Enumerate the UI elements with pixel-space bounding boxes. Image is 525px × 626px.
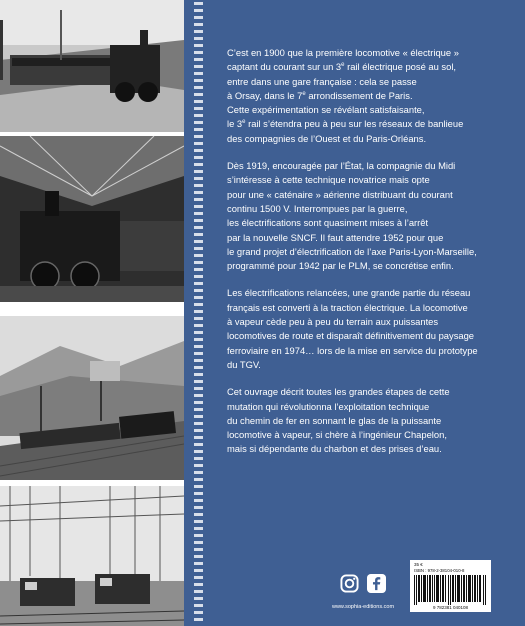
barcode-bars xyxy=(414,575,487,605)
film-strip-decoration xyxy=(184,0,213,626)
text-line: par la nouvelle SNCF. Il faut attendre 1952 pour que xyxy=(227,231,444,243)
text-line: programmé pour 1942 par le PLM, se concrétise enfin. xyxy=(227,260,454,272)
text-line: français est converti à la traction électrique. La locomotive xyxy=(227,301,468,313)
text-line: C’est en 1900 que la première locomotive « électrique » xyxy=(227,47,459,58)
paragraph-4 xyxy=(227,385,497,456)
back-cover-text xyxy=(227,46,497,470)
text-line: captant du courant sur un 3e rail électrique posé au sol, xyxy=(227,61,457,73)
paragraph-2 xyxy=(227,159,497,273)
text-line: Cette expérimentation se révélant satisfaisante, xyxy=(227,104,425,116)
facebook-icon[interactable] xyxy=(367,574,386,593)
text-line: à Orsay, dans le 7e arrondissement de Paris. xyxy=(227,89,413,101)
text-line: locomotives de route et disparaît définitivement du paysage xyxy=(227,330,475,342)
text-line: le 3e rail s’étendra peu à peu sur les réseaux de banlieue xyxy=(227,118,464,130)
text-line: le grand projet d’électrification de l’axe Paris-Lyon-Marseille, xyxy=(227,245,477,257)
text-line: Dès 1919, encouragée par l’État, la compagnie du Midi xyxy=(227,160,456,172)
publisher-website[interactable]: www.sophia-editions.com xyxy=(331,604,395,610)
price-label: 35 € xyxy=(414,562,423,567)
barcode-number: 9 782381 040108 xyxy=(432,605,469,610)
film-holes xyxy=(194,2,203,624)
instagram-icon[interactable] xyxy=(340,574,359,593)
text-line: du chemin de fer en sonnant le glas de la puissante xyxy=(227,414,442,426)
photo-column xyxy=(0,0,184,626)
text-line: mais si dépendante du charbon et des prises d’eau. xyxy=(227,443,442,455)
photo-steam-locomotive-platform xyxy=(0,0,184,132)
text-line: du TGV. xyxy=(227,358,261,370)
barcode-block xyxy=(410,560,491,612)
text-line: s’intéresse à cette technique novatrice mais opte xyxy=(227,174,430,186)
text-line: les électrifications sont quasiment mises à l’arrêt xyxy=(227,217,429,229)
photo-steam-locomotive-station-roof xyxy=(0,136,184,302)
text-line: Cet ouvrage décrit toutes les grandes étapes de cette xyxy=(227,386,450,398)
paragraph-3 xyxy=(227,286,497,372)
text-line: des compagnies de l’Ouest et du Paris-Orléans. xyxy=(227,132,427,144)
photo-electric-train-mountain xyxy=(0,316,184,480)
text-line: locomotive à vapeur, si chère à l’ingénieur Chapelon, xyxy=(227,429,447,441)
text-line: continu 1500 V. Interrompues par la guerre, xyxy=(227,202,408,214)
paragraph-1 xyxy=(227,46,497,146)
social-links xyxy=(340,574,386,593)
photo-electric-locomotives-depot xyxy=(0,486,184,626)
text-line: à vapeur cède peu à peu du terrain aux puissantes xyxy=(227,316,439,328)
text-line: ferroviaire en 1974… lors de la mise en service du prototype xyxy=(227,344,478,356)
text-line: entre dans une gare française : cela se passe xyxy=(227,75,417,87)
text-line: pour une « caténaire » aérienne distribuant du courant xyxy=(227,188,453,200)
text-line: mutation qui révolutionna l’exploitation technique xyxy=(227,400,430,412)
text-line: Les électrifications relancées, une grande partie du réseau xyxy=(227,287,471,299)
isbn-label: ISBN : 978-2-38104-010-8 xyxy=(414,568,465,573)
